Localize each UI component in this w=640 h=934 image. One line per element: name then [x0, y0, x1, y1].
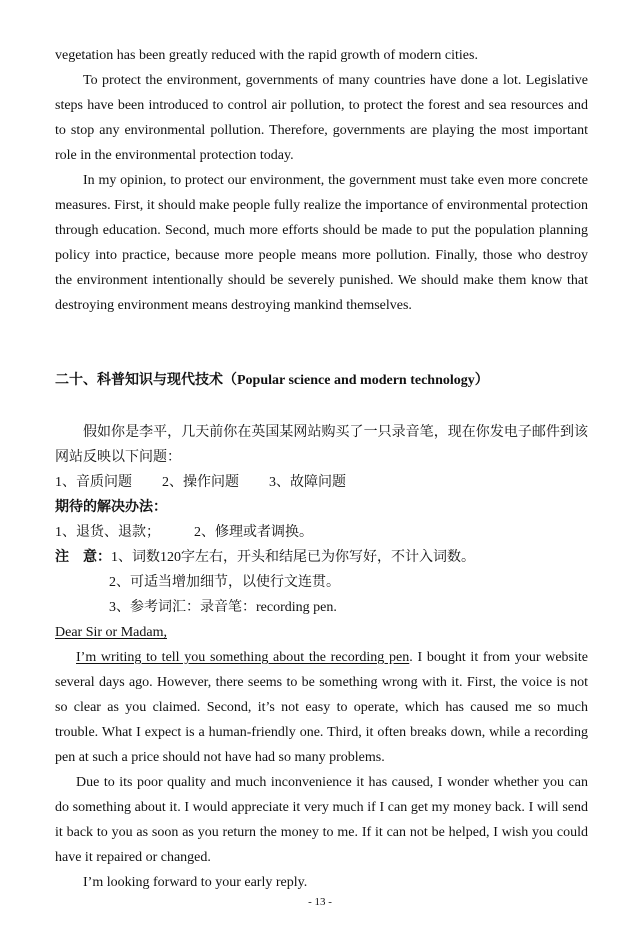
letter-salutation: Dear Sir or Madam,	[55, 625, 167, 640]
solution-list	[55, 520, 313, 545]
paragraph-continued: vegetation has been greatly reduced with the rapid growth of modern cities.	[55, 48, 478, 63]
paragraph-opinion: In my opinion, to protect our environment, the government must take even more concrete measures. First, it should make people fully realize the importance of environmental protection through education. Second, much more efforts should be made to put the population planning policy into practice, because more people means more pollution. Finally, those who destroy the environment intentionally should be severely punished. We should make them know that destroying environment means destroying mankind themselves.	[55, 173, 588, 313]
problem-item: 3、故障问题	[269, 475, 346, 490]
expected-solutions-label: 期待的解决办法：	[55, 500, 167, 515]
solution-item: 1、退货、退款；	[55, 525, 160, 540]
problem-list	[55, 470, 346, 495]
problem-item: 2、操作问题	[162, 475, 239, 490]
letter-closing: I’m looking forward to your early reply.	[83, 875, 308, 890]
note-label: 注 意：	[55, 550, 111, 565]
section-heading-prefix: 二十、科普知识与现代技术（	[55, 373, 237, 388]
letter-opening: I’m writing to tell you something about the recording pen	[76, 650, 410, 665]
task-intro: 假如你是李平，几天前你在英国某网站购买了一只录音笔，现在你发电子邮件到该网站反映以下问题：	[55, 425, 588, 465]
section-heading	[55, 368, 489, 393]
note-line-2: 2、可适当增加细节，以使行文连贯。	[109, 575, 340, 590]
page-number: - 13 -	[308, 896, 332, 908]
solution-item: 2、修理或者调换。	[194, 525, 313, 540]
note-line-3: 3、参考词汇：录音笔：recording pen.	[109, 600, 337, 615]
letter-paragraph-1	[55, 645, 588, 770]
section-heading-suffix: ）	[474, 373, 489, 388]
problem-item: 1、音质问题	[55, 475, 132, 490]
note-item: 1、词数120字左右，开头和结尾已为你写好，不计入词数。	[111, 550, 475, 565]
letter-paragraph-2: Due to its poor quality and much inconvenience it has caused, I wonder whether you can do something about it. I would appreciate it very much if I can get my money back. I will send it back to you as soon as you return the money to me. If it can not be helped, I wish you could have it repaired or changed.	[55, 775, 588, 865]
paragraph-governments: To protect the environment, governments of many countries have done a lot. Legislative steps have been introduced to control air pollution, to protect the forest and sea resources and to stop any environmental pollution. Therefore, governments are playing the most important role in the environmental protection today.	[55, 73, 588, 163]
letter-paragraph-1-rest: . I bought it from your website several days ago. However, there seems to be something wrong with it. First, the voice is not so clear as you claimed. Second, it’s not easy to operate, which has caused me so much trouble. What I expect is a human-friendly one. Third, it often breaks down, while a recording pen at such a price should not have had so many problems.	[55, 650, 588, 765]
note-line-1	[55, 545, 475, 570]
section-heading-english: Popular science and modern technology	[237, 373, 475, 388]
